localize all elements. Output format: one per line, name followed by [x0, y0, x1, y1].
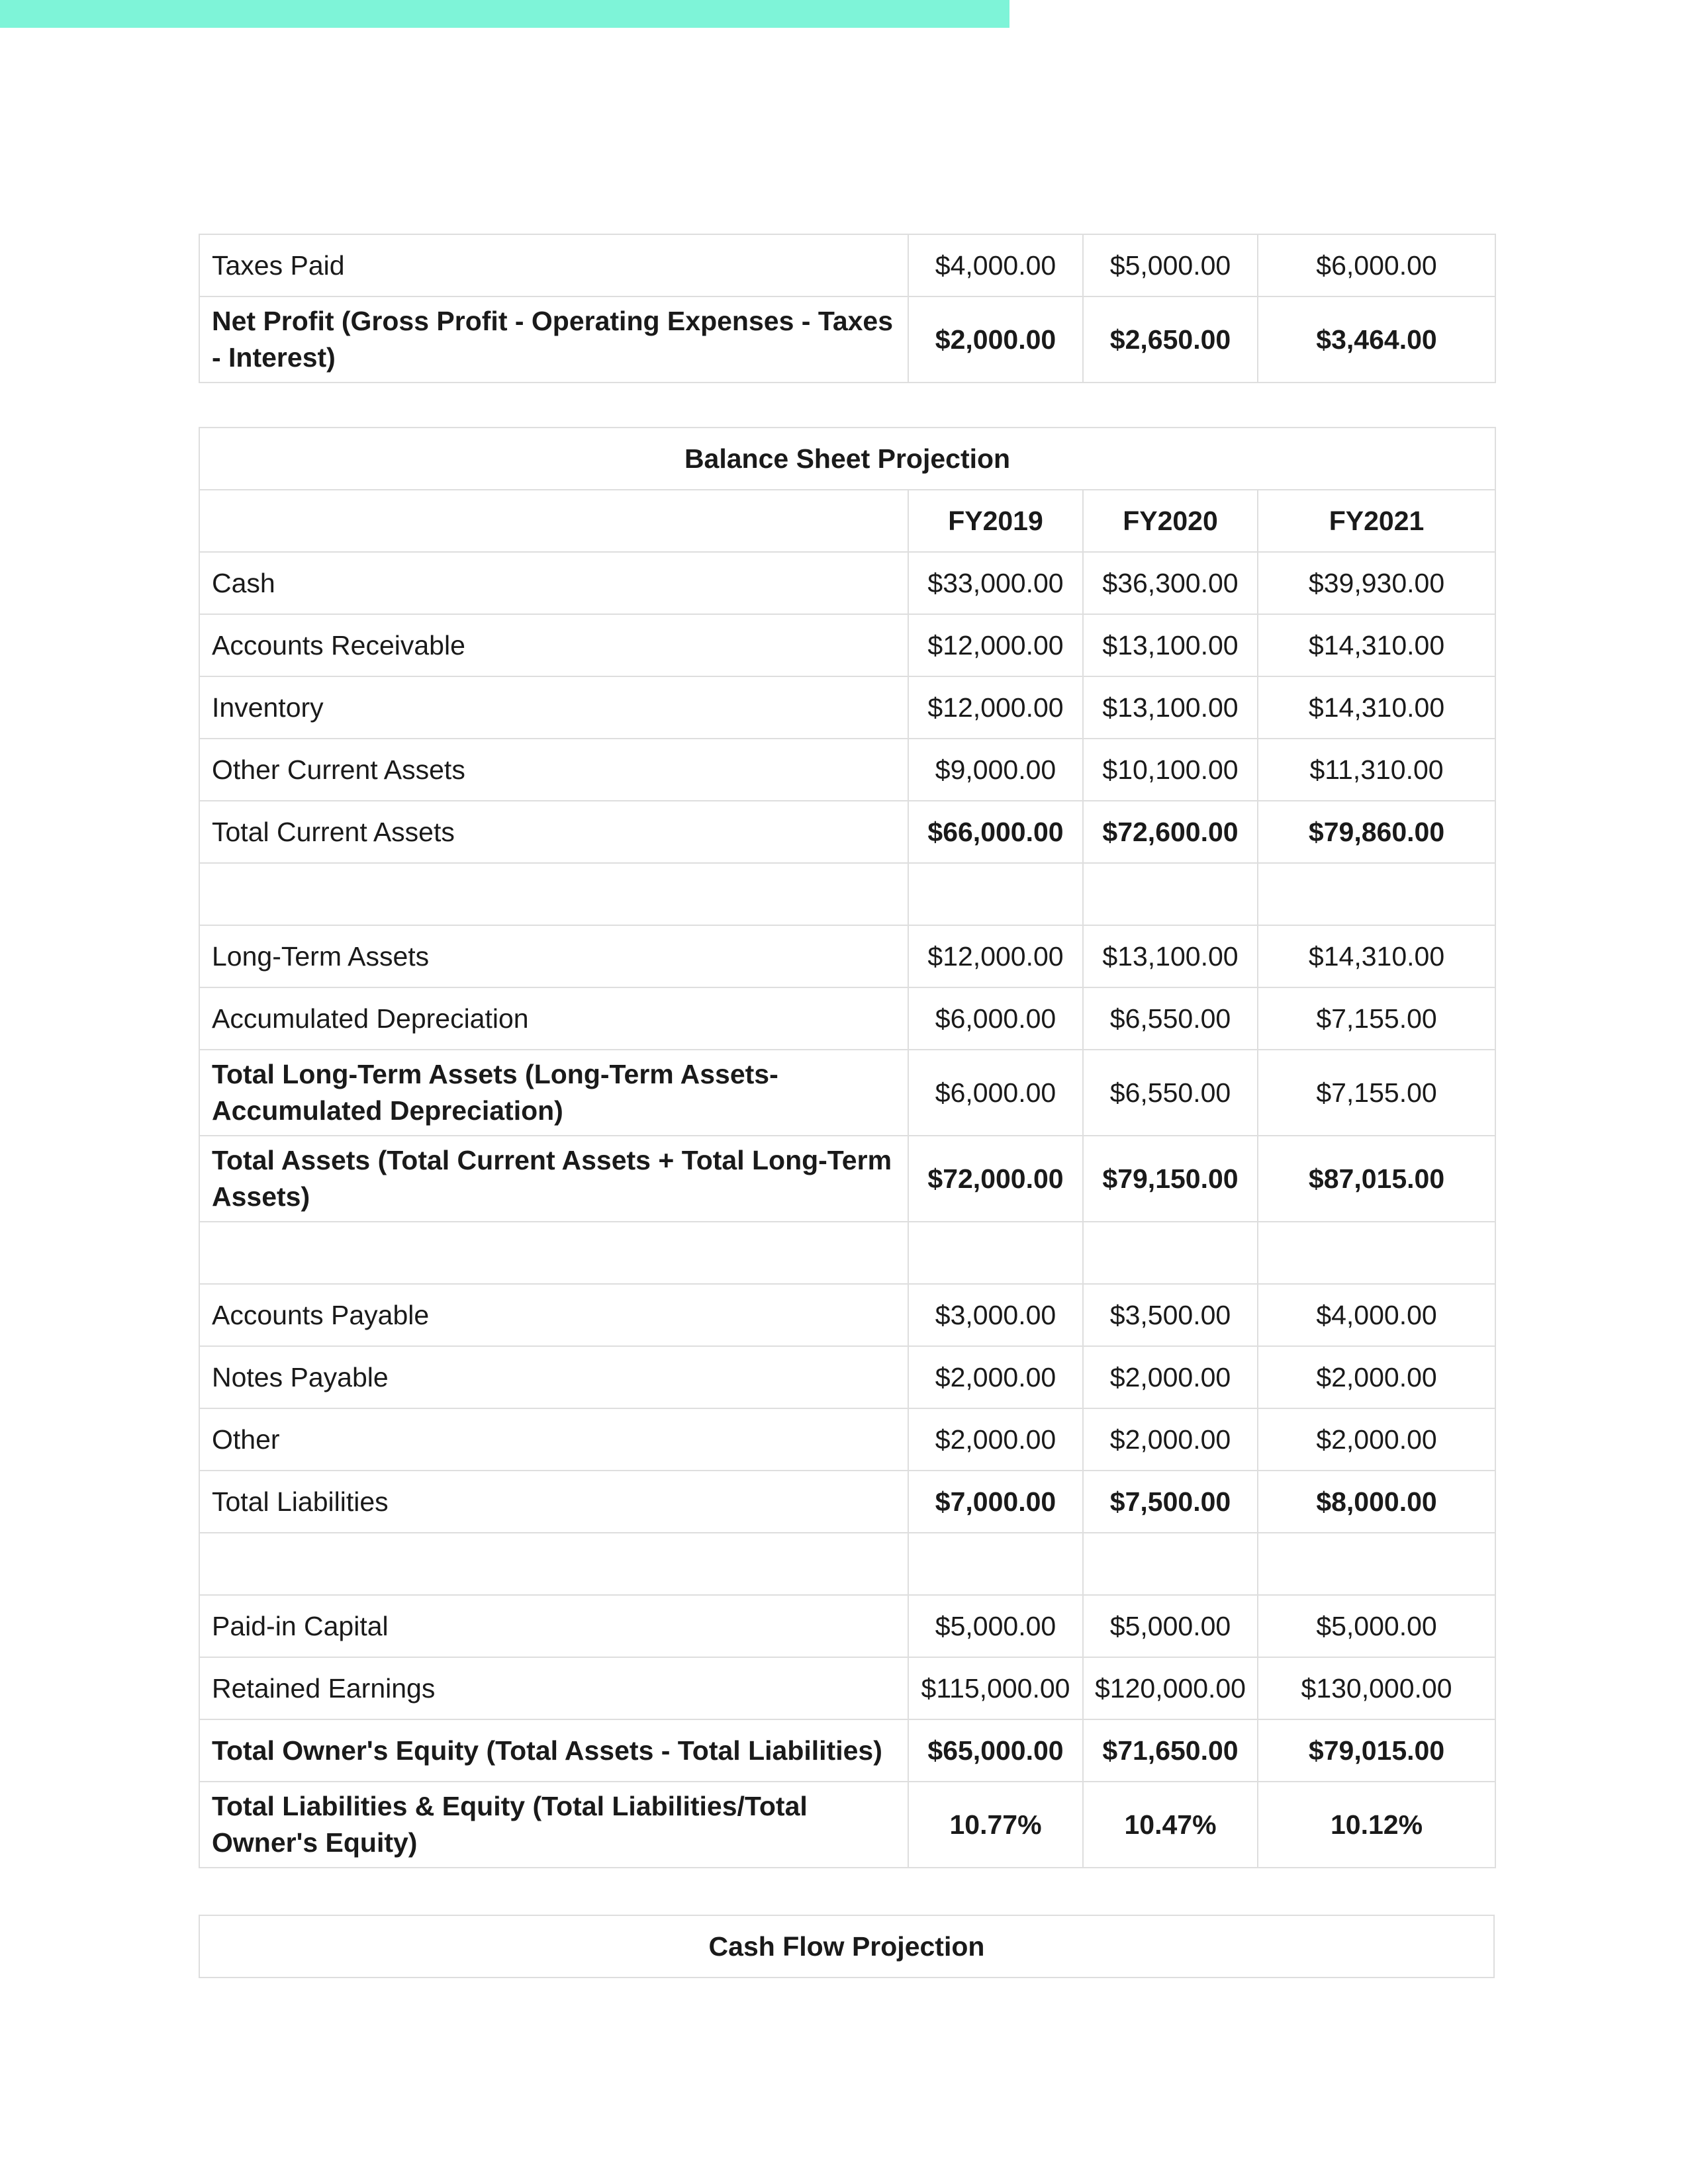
cell-value: $14,310.00	[1258, 614, 1495, 676]
blank-cell	[199, 1533, 908, 1595]
cell-value: $6,000.00	[908, 987, 1083, 1050]
row-label: Total Current Assets	[199, 801, 908, 863]
cell-value: $4,000.00	[1258, 1284, 1495, 1346]
cell-value: $2,000.00	[908, 296, 1083, 383]
cell-value: $6,000.00	[908, 1050, 1083, 1136]
row-label: Cash	[199, 552, 908, 614]
cell-value: $12,000.00	[908, 614, 1083, 676]
row-label: Total Owner's Equity (Total Assets - Total Liabilities)	[199, 1719, 908, 1782]
cell-value: $7,155.00	[1258, 1050, 1495, 1136]
cell-value: $3,000.00	[908, 1284, 1083, 1346]
row-label: Accounts Payable	[199, 1284, 908, 1346]
cell-value: $12,000.00	[908, 676, 1083, 739]
section-title: Cash Flow Projection	[199, 1915, 1494, 1978]
cell-value: $13,100.00	[1083, 614, 1258, 676]
cell-value: $5,000.00	[908, 1595, 1083, 1657]
blank-cell	[1258, 863, 1495, 925]
table-row	[199, 1657, 1495, 1719]
blank-cell	[908, 1533, 1083, 1595]
table-row	[199, 676, 1495, 739]
cell-value: $2,000.00	[1083, 1346, 1258, 1408]
cell-value: $13,100.00	[1083, 925, 1258, 987]
table-row	[199, 739, 1495, 801]
cell-value: $5,000.00	[1083, 1595, 1258, 1657]
cell-value: 10.47%	[1083, 1782, 1258, 1868]
cell-value: $2,000.00	[1258, 1346, 1495, 1408]
row-label: Net Profit (Gross Profit - Operating Expenses - Taxes - Interest)	[199, 296, 908, 383]
table-row	[199, 1719, 1495, 1782]
spacer-row	[199, 1222, 1495, 1284]
cell-value: $11,310.00	[1258, 739, 1495, 801]
cell-value: $10,100.00	[1083, 739, 1258, 801]
blank-cell	[908, 863, 1083, 925]
row-label: Other Current Assets	[199, 739, 908, 801]
cell-value: $2,000.00	[908, 1346, 1083, 1408]
cell-value: $14,310.00	[1258, 925, 1495, 987]
table-row	[199, 614, 1495, 676]
cell-value: $7,155.00	[1258, 987, 1495, 1050]
cell-value: $9,000.00	[908, 739, 1083, 801]
table-row	[199, 296, 1495, 383]
cell-value: $79,860.00	[1258, 801, 1495, 863]
cell-value: $4,000.00	[908, 234, 1083, 296]
table-title-row	[199, 1915, 1494, 1978]
cell-value: $6,000.00	[1258, 234, 1495, 296]
blank-cell	[1258, 1533, 1495, 1595]
cell-value: $79,150.00	[1083, 1136, 1258, 1222]
row-label: Total Long-Term Assets (Long-Term Assets-Accumulated Depreciation)	[199, 1050, 908, 1136]
row-label: Total Liabilities & Equity (Total Liabilities/Total Owner's Equity)	[199, 1782, 908, 1868]
cell-value: $7,500.00	[1083, 1471, 1258, 1533]
table-header-row	[199, 490, 1495, 552]
column-header: FY2020	[1083, 490, 1258, 552]
row-label: Long-Term Assets	[199, 925, 908, 987]
row-label: Accounts Receivable	[199, 614, 908, 676]
header-blank-cell	[199, 490, 908, 552]
cell-value: $39,930.00	[1258, 552, 1495, 614]
cell-value: $3,464.00	[1258, 296, 1495, 383]
row-label: Total Liabilities	[199, 1471, 908, 1533]
cell-value: $33,000.00	[908, 552, 1083, 614]
row-label: Accumulated Depreciation	[199, 987, 908, 1050]
cell-value: $66,000.00	[908, 801, 1083, 863]
balance-sheet-table	[199, 427, 1496, 1868]
table-row	[199, 1408, 1495, 1471]
table-row	[199, 1284, 1495, 1346]
spacer-row	[199, 1533, 1495, 1595]
blank-cell	[1083, 863, 1258, 925]
row-label: Taxes Paid	[199, 234, 908, 296]
blank-cell	[1258, 1222, 1495, 1284]
column-header: FY2021	[1258, 490, 1495, 552]
cell-value: $5,000.00	[1083, 234, 1258, 296]
row-label: Inventory	[199, 676, 908, 739]
cell-value: $3,500.00	[1083, 1284, 1258, 1346]
cell-value: 10.12%	[1258, 1782, 1495, 1868]
cell-value: $2,000.00	[1083, 1408, 1258, 1471]
cell-value: $14,310.00	[1258, 676, 1495, 739]
row-label: Other	[199, 1408, 908, 1471]
table-title-row	[199, 428, 1495, 490]
row-label: Retained Earnings	[199, 1657, 908, 1719]
table-row	[199, 234, 1495, 296]
table-row	[199, 987, 1495, 1050]
table-row	[199, 552, 1495, 614]
cell-value: $2,650.00	[1083, 296, 1258, 383]
cell-value: $72,000.00	[908, 1136, 1083, 1222]
table-row	[199, 1595, 1495, 1657]
income-statement-table	[199, 234, 1496, 383]
cell-value: $6,550.00	[1083, 1050, 1258, 1136]
cell-value: $79,015.00	[1258, 1719, 1495, 1782]
cell-value: $6,550.00	[1083, 987, 1258, 1050]
table-row	[199, 1782, 1495, 1868]
cell-value: $13,100.00	[1083, 676, 1258, 739]
cell-value: 10.77%	[908, 1782, 1083, 1868]
row-label: Notes Payable	[199, 1346, 908, 1408]
cell-value: $2,000.00	[908, 1408, 1083, 1471]
cell-value: $65,000.00	[908, 1719, 1083, 1782]
table-row	[199, 801, 1495, 863]
table-row	[199, 925, 1495, 987]
blank-cell	[199, 863, 908, 925]
header-accent-bar	[0, 0, 1009, 28]
row-label: Paid-in Capital	[199, 1595, 908, 1657]
blank-cell	[1083, 1533, 1258, 1595]
cell-value: $5,000.00	[1258, 1595, 1495, 1657]
section-title: Balance Sheet Projection	[199, 428, 1495, 490]
cell-value: $12,000.00	[908, 925, 1083, 987]
cell-value: $71,650.00	[1083, 1719, 1258, 1782]
table-row	[199, 1346, 1495, 1408]
cell-value: $115,000.00	[908, 1657, 1083, 1719]
spacer-row	[199, 863, 1495, 925]
blank-cell	[908, 1222, 1083, 1284]
cell-value: $7,000.00	[908, 1471, 1083, 1533]
cell-value: $2,000.00	[1258, 1408, 1495, 1471]
cell-value: $87,015.00	[1258, 1136, 1495, 1222]
cell-value: $72,600.00	[1083, 801, 1258, 863]
cell-value: $120,000.00	[1083, 1657, 1258, 1719]
table-row	[199, 1050, 1495, 1136]
blank-cell	[1083, 1222, 1258, 1284]
cell-value: $130,000.00	[1258, 1657, 1495, 1719]
cash-flow-table	[199, 1915, 1495, 1978]
row-label: Total Assets (Total Current Assets + Total Long-Term Assets)	[199, 1136, 908, 1222]
cell-value: $8,000.00	[1258, 1471, 1495, 1533]
column-header: FY2019	[908, 490, 1083, 552]
table-row	[199, 1136, 1495, 1222]
table-row	[199, 1471, 1495, 1533]
blank-cell	[199, 1222, 908, 1284]
cell-value: $36,300.00	[1083, 552, 1258, 614]
